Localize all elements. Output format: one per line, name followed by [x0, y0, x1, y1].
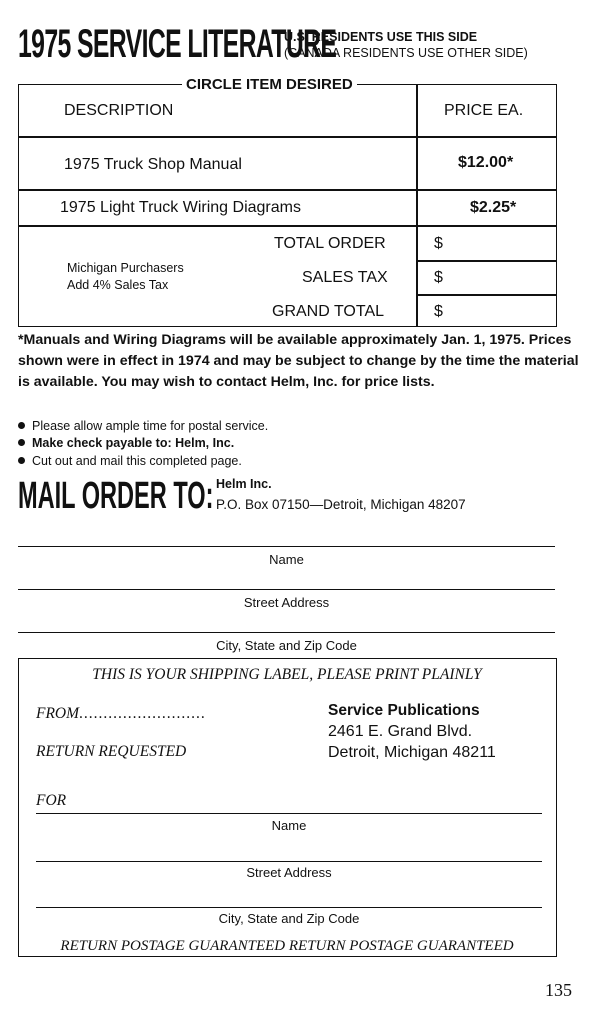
- label-name-input[interactable]: [36, 813, 542, 814]
- sender-city: Detroit, Michigan 48211: [328, 744, 496, 761]
- total-order-label: TOTAL ORDER: [274, 235, 386, 252]
- name-input[interactable]: [18, 546, 555, 547]
- us-residents-note: U.S. RESIDENTS USE THIS SIDE: [284, 30, 478, 44]
- label-city-label: City, State and Zip Code: [218, 911, 360, 926]
- city-label: City, State and Zip Code: [216, 638, 357, 653]
- item-price: $2.25*: [470, 199, 517, 216]
- canada-residents-note: (CANADA RESIDENTS USE OTHER SIDE): [284, 46, 528, 60]
- city-input[interactable]: [18, 632, 555, 633]
- item-description[interactable]: 1975 Truck Shop Manual: [64, 156, 242, 173]
- return-requested: RETURN REQUESTED: [36, 743, 187, 760]
- bullet-text: Make check payable to: Helm, Inc.: [32, 436, 235, 450]
- availability-note: *Manuals and Wiring Diagrams will be available approximately Jan. 1, 1975. Prices shown were in effect in 1974 and may be subject to change by the time the material is available. You may wish to contact Helm, Inc. for price lists.: [18, 332, 579, 390]
- bullet-text: Cut out and mail this completed page.: [32, 454, 242, 468]
- sender-street: 2461 E. Grand Blvd.: [328, 723, 473, 740]
- description-header: DESCRIPTION: [64, 102, 174, 119]
- price-header: PRICE EA.: [444, 102, 524, 119]
- bullet-icon: [18, 457, 25, 464]
- from-text: FROM: [36, 705, 80, 722]
- circle-item-label: CIRCLE ITEM DESIRED: [182, 76, 357, 94]
- from-dots: ..........................: [79, 705, 206, 722]
- label-street-input[interactable]: [36, 861, 542, 862]
- mail-order-heading: MAIL ORDER TO:: [18, 475, 214, 517]
- page-title: 1975 SERVICE LITERATURE: [18, 22, 337, 66]
- grand-total-field[interactable]: $: [434, 303, 443, 320]
- shipping-label-title: THIS IS YOUR SHIPPING LABEL, PLEASE PRINT PLAINLY: [92, 666, 482, 683]
- bullet-icon: [18, 439, 25, 446]
- item-description[interactable]: 1975 Light Truck Wiring Diagrams: [60, 199, 301, 216]
- michigan-note: Michigan Purchasers: [67, 261, 184, 275]
- row-divider: [416, 294, 557, 296]
- bullet-item: [18, 418, 268, 434]
- row-divider: [18, 189, 557, 191]
- price-column-divider: [416, 84, 418, 327]
- label-street-label: Street Address: [246, 865, 332, 880]
- row-divider: [18, 225, 557, 227]
- mail-address: P.O. Box 07150—Detroit, Michigan 48207: [216, 497, 466, 512]
- bullet-item: [18, 435, 234, 451]
- sender-name: Service Publications: [328, 702, 480, 719]
- michigan-note: Add 4% Sales Tax: [67, 278, 169, 292]
- label-name-label: Name: [271, 818, 307, 833]
- sales-tax-label: SALES TAX: [302, 269, 388, 286]
- item-price: $12.00*: [458, 154, 514, 171]
- grand-total-label: GRAND TOTAL: [272, 303, 385, 320]
- sales-tax-field[interactable]: $: [434, 269, 443, 286]
- total-order-field[interactable]: $: [434, 235, 443, 252]
- row-divider: [416, 260, 557, 262]
- bullet-item: [18, 453, 242, 469]
- row-divider: [18, 136, 557, 138]
- street-input[interactable]: [18, 589, 555, 590]
- from-label: [36, 705, 206, 723]
- postage-guarantee: RETURN POSTAGE GUARANTEED RETURN POSTAGE GUARANTEED: [60, 938, 514, 954]
- bullet-text: Please allow ample time for postal service.: [32, 419, 269, 433]
- name-label: Name: [269, 552, 304, 567]
- for-label: FOR: [36, 792, 67, 809]
- mail-company: Helm Inc.: [216, 477, 272, 491]
- bullet-icon: [18, 422, 25, 429]
- street-label: Street Address: [243, 595, 330, 610]
- page-number: 135: [545, 980, 572, 1000]
- label-city-input[interactable]: [36, 907, 542, 908]
